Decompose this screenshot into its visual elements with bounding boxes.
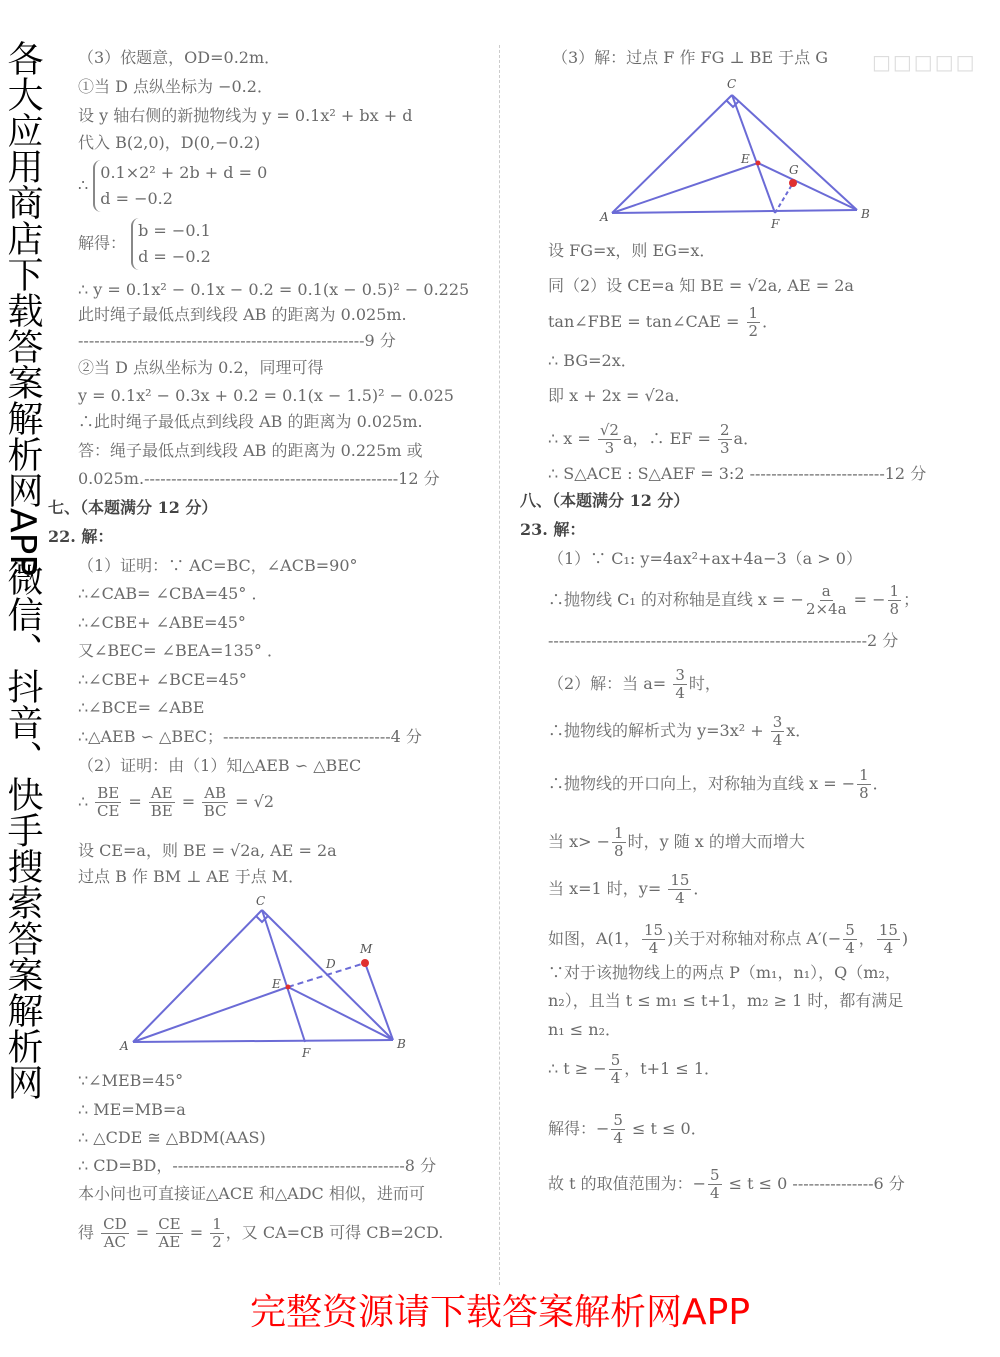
fig1-label-f: F: [302, 1046, 311, 1060]
text-segment: ；: [903, 590, 920, 609]
text-segment: ∴ BG=2x．: [548, 351, 637, 370]
numerator: 5: [613, 1111, 623, 1129]
right-angle-mark: [727, 101, 739, 107]
edge-fg: [775, 183, 793, 213]
denominator: 4: [613, 1129, 623, 1147]
point-e: [286, 985, 291, 990]
missing-glyph-boxes: □□□□□: [872, 50, 977, 74]
fig1-label-m: M: [360, 942, 373, 956]
fig2-label-f: F: [771, 217, 780, 231]
text-segment: ∴ y = 0.1x² − 0.1x − 0.2 = 0.1(x − 0.5)² − 0.225: [78, 280, 470, 299]
denominator: 2: [748, 322, 759, 340]
text-segment: ∴∠CAB= ∠CBA=45° ．: [78, 584, 268, 603]
text-segment: 同（2）设 CE=a 知 BE = √2a, AE = 2a: [548, 276, 854, 295]
text-segment: 即 x + 2x = √2a．: [548, 386, 691, 405]
text-segment: a．: [733, 429, 760, 448]
numerator: AB: [204, 784, 227, 802]
point-m: [361, 959, 369, 967]
watermark-center-red: 完整资源请下载答案解析网APP: [250, 1292, 751, 1333]
fig1-label-c: C: [256, 894, 266, 908]
denominator: 4: [675, 684, 685, 702]
text-segment: ∴: [78, 792, 94, 811]
text-segment: ∵∠MEB=45°: [78, 1071, 184, 1090]
equation-row: d = −0.2: [100, 189, 173, 208]
denominator: 8: [889, 600, 900, 618]
fig2-label-c: C: [727, 77, 737, 91]
text-segment: （3）解：过点 F 作 FG ⊥ BE 于点 G: [552, 48, 829, 67]
text-segment: 当 x=1 时，y=: [548, 879, 667, 898]
numerator: 1: [748, 304, 759, 322]
text-segment: 故 t 的取值范围为：−: [548, 1174, 707, 1193]
text-segment: ∴∠CBE+ ∠ABE=45°: [78, 613, 246, 632]
denominator: AE: [158, 1233, 181, 1251]
numerator: 5: [710, 1166, 720, 1184]
text-segment: ∴∠BCE= ∠ABE: [78, 698, 205, 717]
text-segment: 答：绳子最低点到线段 AB 的距离为 0.225m 或: [78, 441, 423, 460]
text-segment: 八、（本题满分 12 分）: [520, 491, 690, 510]
numerator: 2: [719, 421, 730, 439]
edge-ae: [612, 163, 758, 213]
numerator: 3: [675, 666, 685, 684]
denominator: 2×4a: [805, 600, 847, 618]
text-segment: ∴: [78, 175, 94, 195]
numerator: 5: [610, 1051, 621, 1069]
denominator: 4: [610, 1069, 621, 1087]
text-segment: x．: [786, 721, 812, 740]
numerator: CD: [103, 1215, 127, 1233]
denominator: 4: [772, 731, 783, 749]
text-segment: 过点 B 作 BM ⊥ AE 于点 M．: [78, 867, 305, 886]
text-segment: 又∠BEC= ∠BEA=135° ．: [78, 641, 284, 660]
point-g: [789, 179, 797, 187]
text-segment: 七、（本题满分 12 分）: [48, 498, 218, 517]
denominator: BE: [150, 802, 173, 820]
denominator: 3: [604, 439, 615, 457]
text-segment: ①当 D 点纵坐标为 −0.2．: [78, 77, 273, 96]
text-segment: n₁ ≤ n₂．: [548, 1020, 622, 1039]
text-segment: ∴抛物线 C₁ 的对称轴是直线 x = −: [548, 590, 804, 609]
text-segment: ∴抛物线的开口向上，对称轴为直线 x = −: [548, 774, 856, 793]
text-segment: 代入 B(2,0)，D(0,−0.2): [78, 133, 261, 152]
numerator: 1: [889, 582, 900, 600]
text-segment: ．: [693, 879, 710, 898]
text-segment: 本小问也可直接证△ACE 和△ADC 相似，进而可: [78, 1184, 425, 1203]
numerator: 3: [772, 713, 783, 731]
text-segment: ∴ x =: [548, 429, 596, 448]
edge-ab: [612, 210, 857, 213]
figure-22-triangle: [133, 910, 393, 1042]
figure-23-triangle: [612, 95, 857, 213]
fig2-label-e: E: [741, 152, 750, 166]
text-segment: ≤ t ≤ 0 ---------------6 分: [723, 1174, 905, 1193]
fig2-label-b: B: [861, 207, 870, 221]
numerator: a: [821, 582, 831, 600]
text-segment: = √2: [230, 792, 275, 811]
text-segment: ∴ △CDE ≅ △BDM(AAS): [78, 1128, 266, 1147]
numerator: 1: [614, 824, 624, 842]
edge-ae: [133, 987, 288, 1042]
text-segment: ∴∠CBE+ ∠BCE=45°: [78, 670, 247, 689]
text-segment: =: [130, 1223, 155, 1242]
denominator: AC: [103, 1233, 126, 1251]
text-segment: （2）证明：由（1）知△AEB ∽ △BEC: [78, 756, 362, 775]
denominator: 4: [845, 939, 855, 957]
text-segment: ∴△AEB ∽ △BEC；-------------------------------4 分: [78, 727, 422, 746]
text-segment: ): [901, 929, 909, 948]
text-segment: =: [184, 1223, 209, 1242]
edge-ab: [133, 1040, 393, 1042]
edge-cf: [262, 910, 305, 1042]
fig1-label-a: A: [120, 1039, 129, 1053]
text-segment: 此时绳子最低点到线段 AB 的距离为 0.025m.: [78, 305, 407, 324]
denominator: 8: [859, 784, 869, 802]
text-segment: ，又 CA=CB 可得 CB=2CD.: [225, 1223, 444, 1242]
text-segment: ②当 D 点纵坐标为 0.2，同理可得: [78, 358, 324, 377]
denominator: CE: [97, 802, 120, 820]
numerator: AE: [150, 784, 173, 802]
text-segment: ∴ ME=MB=a: [78, 1100, 186, 1119]
text-segment: ∴ CD=BD，-------------------------------------------8 分: [78, 1156, 437, 1175]
text-segment: ∴ t ≥ −: [548, 1059, 607, 1078]
numerator: 1: [859, 766, 869, 784]
text-segment: ．: [872, 774, 889, 793]
text-segment: = −: [848, 590, 886, 609]
edge-ca: [612, 95, 732, 213]
denominator: 4: [710, 1184, 720, 1202]
text-segment: a，∴ EF =: [622, 429, 716, 448]
numerator: CE: [158, 1215, 181, 1233]
text-segment: 设 y 轴右侧的新抛物线为 y = 0.1x² + bx + d: [78, 106, 413, 125]
numerator: 15: [670, 871, 690, 889]
text-segment: 时，: [688, 674, 721, 693]
denominator: 2: [212, 1233, 222, 1251]
text-segment: ，: [858, 929, 875, 948]
text-segment: n₂），且当 t ≤ m₁ ≤ t+1，m₂ ≥ 1 时，都有满足: [548, 991, 904, 1010]
text-segment: 解得：: [78, 233, 132, 253]
text-segment: -----------------------------------------------------------2 分: [548, 631, 899, 650]
watermark-bottom-right: 微信、抖音、快手搜索答案解析网: [2, 560, 43, 1100]
equation-row: d = −0.2: [138, 247, 211, 266]
denominator: 4: [675, 889, 685, 907]
numerator: 5: [845, 921, 855, 939]
text-segment: y = 0.1x² − 0.3x + 0.2 = 0.1(x − 1.5)² − 0.025: [78, 386, 454, 405]
text-segment: 设 FG=x，则 EG=x．: [548, 241, 716, 260]
fig2-label-g: G: [789, 163, 799, 177]
fig1-label-b: B: [397, 1037, 406, 1051]
denominator: 8: [614, 842, 624, 860]
text-segment: ∴抛物线的解析式为 y=3x² +: [548, 721, 769, 740]
text-segment: 时，y 随 x 的增大而增大: [627, 832, 805, 851]
text-segment: tan∠FBE = tan∠CAE =: [548, 312, 745, 331]
text-segment: =: [123, 792, 147, 811]
numerator: 15: [643, 921, 664, 939]
text-segment: ≤ t ≤ 0．: [626, 1119, 707, 1138]
text-segment: 当 x> −: [548, 832, 611, 851]
denominator: BC: [203, 802, 227, 820]
text-segment: （1）∵ C₁: y=4ax²+ax+4a−3（a > 0）: [548, 549, 862, 568]
text-segment: 23. 解：: [520, 520, 586, 539]
text-segment: =: [176, 792, 201, 811]
edge-cf: [732, 95, 775, 213]
text-segment: 设 CE=a，则 BE = √2a, AE = 2a: [78, 841, 337, 860]
text-segment: ，t+1 ≤ 1．: [624, 1059, 721, 1078]
equation-row: b = −0.1: [138, 221, 211, 240]
fig2-label-a: A: [600, 210, 609, 224]
edge-cb: [732, 95, 857, 210]
text-segment: 得: [78, 1223, 100, 1242]
numerator: 15: [878, 921, 898, 939]
watermark-top-left: 各大应用商店下载答案解析网APP: [2, 40, 43, 577]
fig1-label-e: E: [272, 977, 281, 991]
text-segment: 解得：−: [548, 1119, 610, 1138]
text-segment: ∵对于该抛物线上的两点 P（m₁，n₁），Q（m₂，: [548, 963, 901, 982]
text-segment: （1）证明：∵ AC=BC，∠ACB=90°: [78, 556, 358, 575]
numerator: 1: [212, 1215, 222, 1233]
denominator: 3: [719, 439, 730, 457]
edge-ca: [133, 910, 262, 1042]
denominator: 4: [883, 939, 894, 957]
text-segment: -----------------------------------------------------9 分: [78, 331, 396, 350]
text-segment: 22. 解：: [48, 527, 114, 546]
text-segment: ．: [762, 312, 779, 331]
text-segment: 0.025m.-----------------------------------------------12 分: [78, 469, 440, 488]
numerator: √2: [599, 421, 619, 439]
text-segment: ∴ S△ACE : S△AEF = 3:2 -------------------------12 分: [548, 464, 927, 483]
denominator: 4: [648, 939, 659, 957]
text-segment: ∴此时绳子最低点到线段 AB 的距离为 0.025m.: [78, 412, 423, 431]
fig1-label-d: D: [326, 957, 336, 971]
edge-eb: [758, 163, 857, 210]
text-segment: （3）依题意，OD=0.2m．: [78, 48, 281, 67]
equation-row: 0.1×2² + 2b + d = 0: [100, 163, 268, 182]
text-segment: （2）解：当 a=: [548, 674, 672, 693]
text-segment: )关于对称轴对称点 A′(−: [667, 929, 842, 948]
point-e: [756, 161, 761, 166]
numerator: BE: [97, 784, 120, 802]
text-segment: 如图，A(1，: [548, 929, 640, 948]
